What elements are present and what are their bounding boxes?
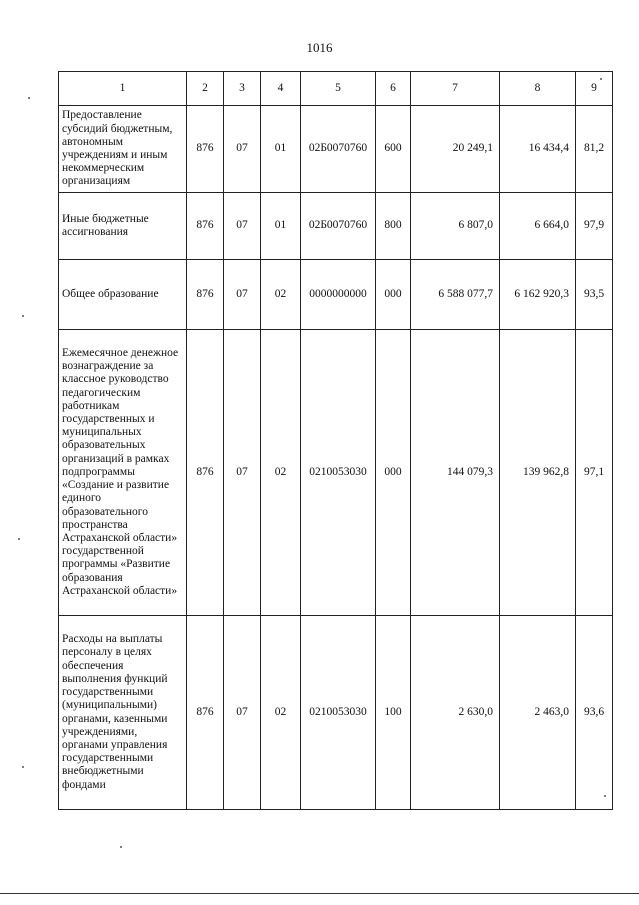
row-name-cell: Расходы на выплаты персоналу в целях обеспечения выполнения функций государственными (муниципальными) органами, казенными учреждениями, органами управления государственными внебюджетными фондами — [59, 616, 187, 810]
actual-amount-cell: 2 463,0 — [500, 616, 576, 810]
scan-speck — [18, 538, 20, 540]
table-row — [59, 193, 613, 260]
column-header: 7 — [411, 72, 500, 106]
subsection-code-cell: 01 — [261, 193, 301, 260]
row-name-cell: Иные бюджетные ассигнования — [59, 193, 187, 260]
column-header: 9 — [576, 72, 613, 106]
subsection-code-cell: 02 — [261, 330, 301, 616]
target-article-cell: 02Б0070760 — [301, 106, 376, 193]
section-code-cell: 07 — [224, 260, 261, 330]
actual-amount-cell: 139 962,8 — [500, 330, 576, 616]
percent-cell: 93,5 — [576, 260, 613, 330]
target-article-cell: 0210053030 — [301, 330, 376, 616]
planned-amount-cell: 2 630,0 — [411, 616, 500, 810]
table-row — [59, 106, 613, 193]
column-header: 6 — [376, 72, 411, 106]
column-header: 4 — [261, 72, 301, 106]
expense-type-cell: 600 — [376, 106, 411, 193]
row-name-cell: Ежемесячное денежное вознаграждение за классное руководство педагогическим работникам государственных и муниципальных образовательных организаций в рамках подпрограммы «Создание и развитие единого образовательного пространства Астраханской области» государственной программы «Развитие образования Астраханской области» — [59, 330, 187, 616]
target-article-cell: 02Б0070760 — [301, 193, 376, 260]
section-code-cell: 07 — [224, 193, 261, 260]
column-header: 3 — [224, 72, 261, 106]
section-code-cell: 07 — [224, 330, 261, 616]
column-header: 5 — [301, 72, 376, 106]
percent-cell: 97,1 — [576, 330, 613, 616]
table-row — [59, 330, 613, 616]
subsection-code-cell: 02 — [261, 260, 301, 330]
scan-speck — [22, 315, 24, 317]
planned-amount-cell: 20 249,1 — [411, 106, 500, 193]
expense-type-cell: 800 — [376, 193, 411, 260]
ved-code-cell: 876 — [187, 330, 224, 616]
subsection-code-cell: 02 — [261, 616, 301, 810]
percent-cell: 93,6 — [576, 616, 613, 810]
scan-speck — [604, 795, 606, 797]
planned-amount-cell: 6 588 077,7 — [411, 260, 500, 330]
subsection-code-cell: 01 — [261, 106, 301, 193]
scan-edge-line — [0, 893, 639, 894]
budget-table — [58, 71, 613, 810]
page-number: 1016 — [306, 40, 333, 55]
section-code-cell: 07 — [224, 616, 261, 810]
planned-amount-cell: 6 807,0 — [411, 193, 500, 260]
actual-amount-cell: 6 664,0 — [500, 193, 576, 260]
actual-amount-cell: 16 434,4 — [500, 106, 576, 193]
section-code-cell: 07 — [224, 106, 261, 193]
table-row — [59, 616, 613, 810]
ved-code-cell: 876 — [187, 193, 224, 260]
scan-speck — [28, 97, 30, 99]
target-article-cell: 0000000000 — [301, 260, 376, 330]
row-name-cell: Общее образование — [59, 260, 187, 330]
scan-speck — [600, 78, 602, 80]
percent-cell: 97,9 — [576, 193, 613, 260]
column-header: 1 — [59, 72, 187, 106]
ved-code-cell: 876 — [187, 260, 224, 330]
scan-speck — [120, 846, 122, 848]
expense-type-cell: 000 — [376, 330, 411, 616]
ved-code-cell: 876 — [187, 106, 224, 193]
row-name-cell: Предоставление субсидий бюджетным, автономным учреждениям и иным некоммерческим организациям — [59, 106, 187, 193]
expense-type-cell: 100 — [376, 616, 411, 810]
percent-cell: 81,2 — [576, 106, 613, 193]
expense-type-cell: 000 — [376, 260, 411, 330]
ved-code-cell: 876 — [187, 616, 224, 810]
planned-amount-cell: 144 079,3 — [411, 330, 500, 616]
target-article-cell: 0210053030 — [301, 616, 376, 810]
column-header: 8 — [500, 72, 576, 106]
actual-amount-cell: 6 162 920,3 — [500, 260, 576, 330]
scan-speck — [22, 766, 24, 768]
column-header: 2 — [187, 72, 224, 106]
table-row — [59, 260, 613, 330]
table-header-row — [59, 72, 613, 106]
